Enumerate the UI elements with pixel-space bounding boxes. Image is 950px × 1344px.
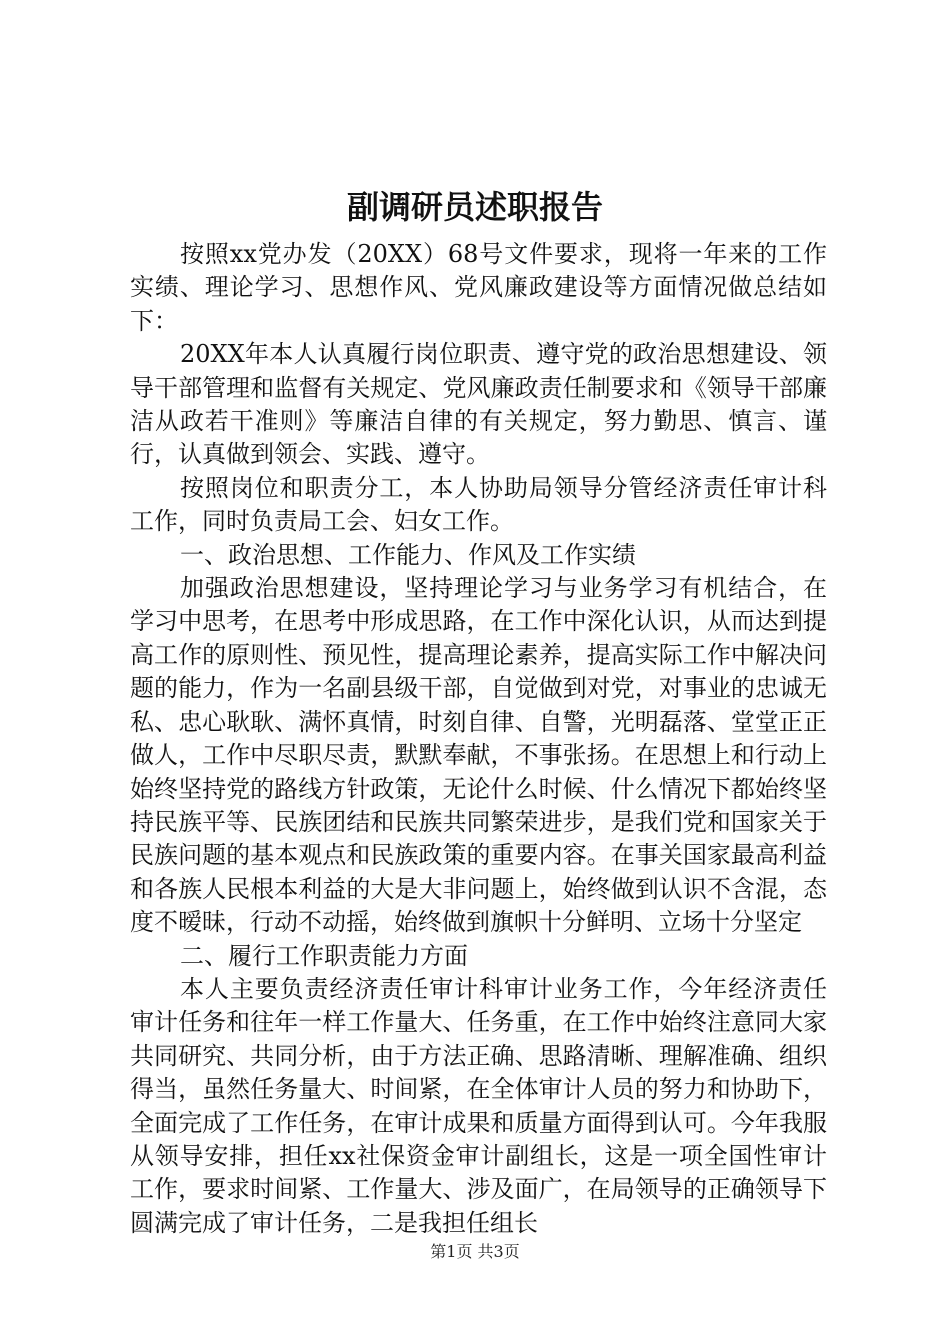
section-heading-1: 一、政治思想、工作能力、作风及工作实绩 [180, 540, 636, 569]
paragraph-responsibilities: 20XX年本人认真履行岗位职责、遵守党的政治思想建设、领导干部管理和监督有关规定、党风廉政责任制要求和《领导干部廉洁从政若干准则》等廉洁自律的有关规定，努力勤思、慎言、谨行，认真做到领会、实践、遵守。 [130, 340, 827, 469]
page-footer: 第1页 共3页 [430, 1242, 520, 1261]
paragraph-division-of-duties: 按照岗位和职责分工，本人协助局领导分管经济责任审计科工作，同时负责局工会、妇女工作。 [130, 473, 827, 536]
document-body [130, 238, 827, 1240]
paragraph-work-duties: 本人主要负责经济责任审计科审计业务工作，今年经济责任审计任务和往年一样工作量大、任务重，在工作中始终注意同大家共同研究、共同分析，由于方法正确、思路清晰、理解准确、组织得当，虽然任务量大、时间紧，在全体审计人员的努力和协助下，全面完成了工作任务，在审计成果和质量方面得到认可。今年我服从领导安排，担任xx社保资金审计副组长，这是一项全国性审计工作，要求时间紧、工作量大、涉及面广，在局领导的正确领导下圆满完成了审计任务，二是我担任组长 [130, 974, 827, 1237]
section-heading-2: 二、履行工作职责能力方面 [180, 941, 468, 970]
document-title: 副调研员述职报告 [346, 188, 603, 226]
paragraph-intro: 按照xx党办发（20XX）68号文件要求，现将一年来的工作实绩、理论学习、思想作风、党风廉政建设等方面情况做总结如下： [130, 240, 827, 335]
paragraph-political-thought: 加强政治思想建设，坚持理论学习与业务学习有机结合，在学习中思考，在思考中形成思路，在工作中深化认识，从而达到提高工作的原则性、预见性，提高理论素养，提高实际工作中解决问题的能力，作为一名副县级干部，自觉做到对党，对事业的忠诚无私、忠心耿耿、满怀真情，时刻自律、自警，光明磊落、堂堂正正做人，工作中尽职尽责，默默奉献，不事张扬。在思想上和行动上始终坚持党的路线方针政策，无论什么时候、什么情况下都始终坚持民族平等、民族团结和民族共同繁荣进步，是我们党和国家关于民族问题的基本观点和民族政策的重要内容。在事关国家最高利益和各族人民根本利益的大是大非问题上，始终做到认识不含混，态度不暧昧，行动不动摇，始终做到旗帜十分鲜明、立场十分坚定 [130, 574, 827, 937]
